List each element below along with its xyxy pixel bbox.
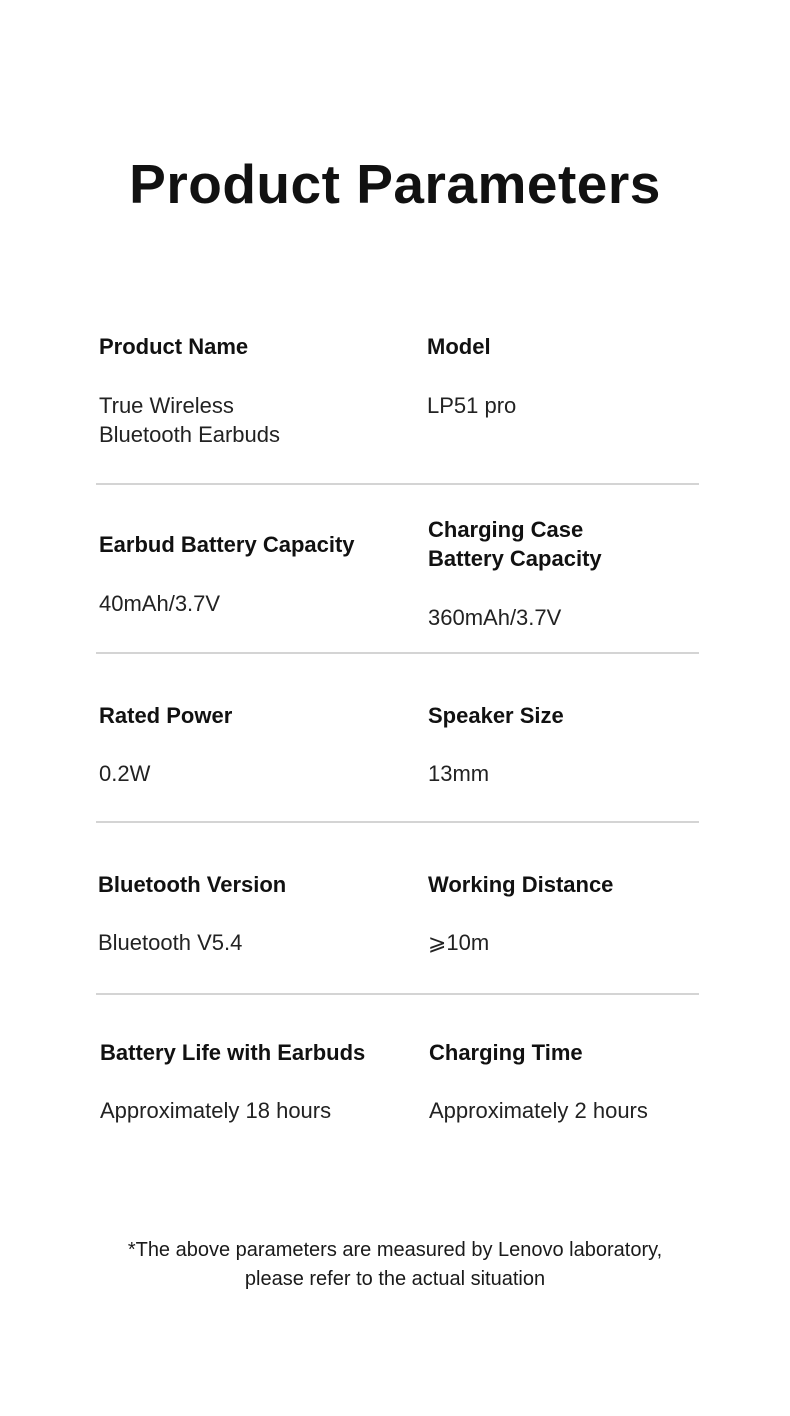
- param-label: Charging Time: [429, 1040, 583, 1065]
- footnote: *The above parameters are measured by Lenovo laboratory, please refer to the actual situation: [127, 1239, 663, 1290]
- param-label: Bluetooth Version: [98, 872, 287, 897]
- param-value: Bluetooth V5.4: [98, 930, 243, 955]
- param-label: Model: [427, 334, 491, 359]
- param-charging-time: [429, 1038, 749, 1125]
- param-value: 13mm: [428, 761, 490, 786]
- param-label: Speaker Size: [428, 703, 564, 728]
- param-label: Battery Life with Earbuds: [100, 1040, 366, 1065]
- param-value: Approximately 18 hours: [100, 1098, 332, 1123]
- param-value: LP51 pro: [427, 393, 517, 418]
- param-speaker-size: [428, 701, 748, 788]
- param-battery-life: [100, 1038, 420, 1125]
- param-value: True Wireless Bluetooth Earbuds: [99, 393, 281, 447]
- param-value: Approximately 2 hours: [429, 1098, 648, 1123]
- row-divider: [96, 652, 699, 654]
- param-rated-power: [99, 701, 419, 788]
- param-product-name: [99, 332, 419, 449]
- row-divider: [96, 993, 699, 995]
- param-case-battery: [428, 515, 748, 632]
- param-value: ⩾10m: [428, 930, 490, 955]
- param-model: [427, 332, 747, 420]
- param-bluetooth-version: [98, 870, 418, 957]
- param-label: Product Name: [99, 334, 249, 359]
- param-value: 0.2W: [99, 761, 151, 786]
- page-title: Product Parameters: [129, 153, 661, 215]
- param-working-distance: [428, 870, 748, 957]
- row-divider: [96, 483, 699, 485]
- param-label: Earbud Battery Capacity: [99, 532, 355, 557]
- param-label: Charging Case Battery Capacity: [428, 517, 602, 571]
- row-divider: [96, 821, 699, 823]
- param-value: 40mAh/3.7V: [99, 591, 221, 616]
- param-value: 360mAh/3.7V: [428, 605, 562, 630]
- param-label: Working Distance: [428, 872, 614, 897]
- param-label: Rated Power: [99, 703, 233, 728]
- param-earbud-battery: [99, 530, 419, 618]
